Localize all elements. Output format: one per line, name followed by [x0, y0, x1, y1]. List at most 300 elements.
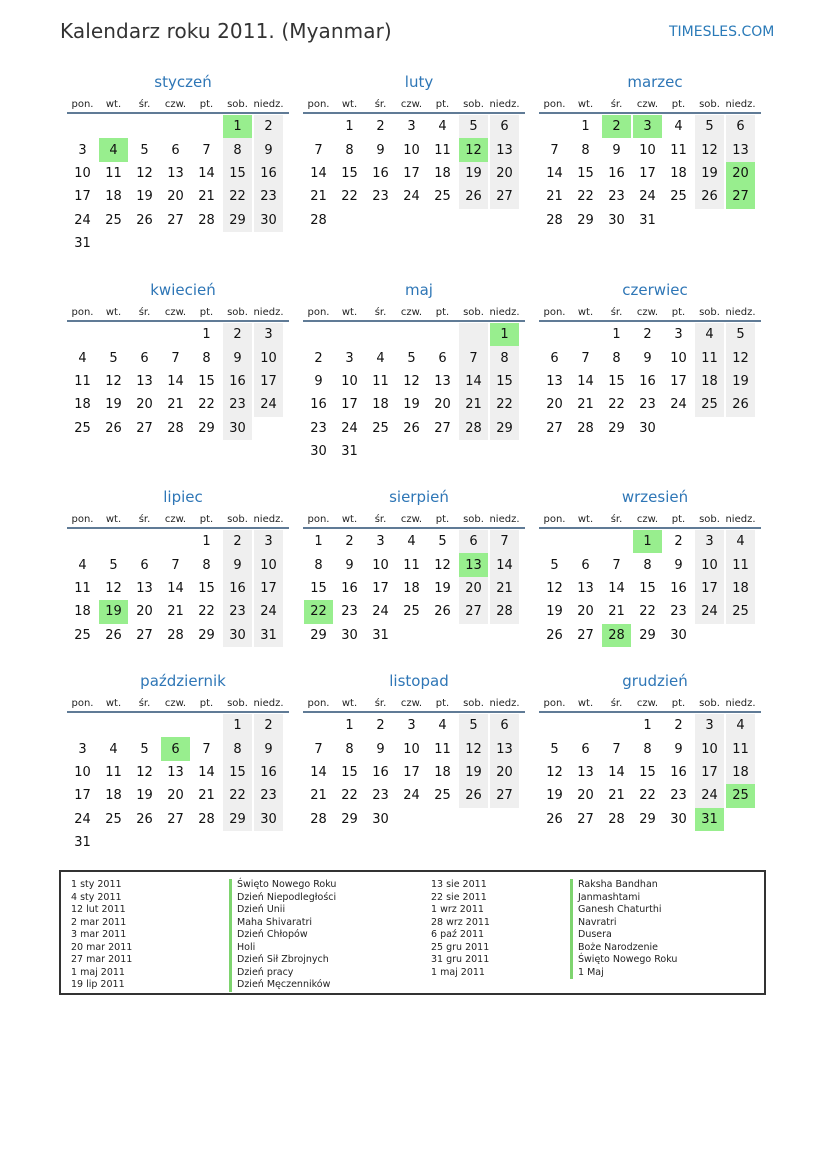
holiday-date: 31 gru 2011: [431, 954, 490, 965]
day-cell: 9: [254, 737, 283, 760]
day-cell: 18: [372, 397, 389, 413]
empty-cell: [540, 115, 569, 138]
weekday-label: śr.: [138, 307, 151, 318]
month-5: [303, 280, 525, 463]
day-cell: 10: [403, 142, 420, 158]
day-cell: 14: [608, 580, 625, 596]
day-cell: 17: [670, 373, 687, 389]
holiday-day-cell: 25: [726, 784, 755, 807]
day-cell: 13: [546, 373, 563, 389]
holiday-dates-col-1: [71, 879, 132, 992]
empty-cell: [571, 530, 600, 553]
weekday-label: wt.: [105, 514, 122, 525]
page-title: Kalendarz roku 2011. (Myanmar): [60, 19, 392, 43]
weekday-label: sob.: [227, 99, 248, 110]
day-cell: 28: [310, 811, 327, 827]
day-cell: 25: [372, 420, 389, 436]
month-7: [67, 487, 289, 647]
empty-cell: [304, 714, 333, 737]
day-cell: 29: [577, 212, 594, 228]
day-cell: 21: [490, 577, 519, 600]
day-cell: 19: [546, 604, 563, 620]
day-cell: 9: [674, 741, 683, 757]
day-cell: 11: [434, 142, 451, 158]
day-cell: 27: [577, 811, 594, 827]
weekday-label: sob.: [463, 307, 484, 318]
day-cell: 25: [105, 811, 122, 827]
day-cell: 30: [608, 212, 625, 228]
day-cell: 10: [254, 553, 283, 576]
day-cell: 18: [434, 764, 451, 780]
day-cell: 1: [202, 534, 211, 550]
day-cell: 29: [639, 627, 656, 643]
holiday-date: 20 mar 2011: [71, 941, 133, 953]
day-cell: 23: [341, 604, 358, 620]
holiday-date: 27 mar 2011: [71, 954, 133, 965]
day-cell: 25: [403, 604, 420, 620]
day-cell: 10: [74, 764, 91, 780]
day-cell: 29: [223, 209, 252, 232]
day-cell: 20: [577, 788, 594, 804]
holiday-day-cell: 3: [633, 115, 662, 138]
day-cell: 11: [670, 142, 687, 158]
day-cell: 31: [639, 212, 656, 228]
day-cell: 3: [78, 741, 87, 757]
weekday-label: śr.: [610, 307, 623, 318]
holiday-day-cell: 19: [99, 600, 128, 623]
day-cell: 6: [171, 142, 180, 158]
day-cell: 16: [670, 580, 687, 596]
day-cell: 8: [345, 741, 354, 757]
day-cell: 6: [140, 557, 149, 573]
day-cell: 25: [434, 189, 451, 205]
weekday-label: sob.: [463, 99, 484, 110]
day-cell: 11: [726, 737, 755, 760]
day-cell: 1: [643, 718, 652, 734]
day-cell: 6: [140, 350, 149, 366]
day-cell: 28: [198, 811, 215, 827]
day-cell: 20: [546, 397, 563, 413]
day-cell: 2: [643, 327, 652, 343]
weekday-label: sob.: [699, 99, 720, 110]
weekday-label: wt.: [105, 698, 122, 709]
weekday-header: [303, 696, 525, 713]
day-cell: 22: [639, 788, 656, 804]
weekday-label: wt.: [341, 698, 358, 709]
holiday-day-cell: 4: [99, 138, 128, 161]
empty-cell: [161, 714, 190, 737]
month-name: kwiecień: [150, 281, 216, 299]
day-cell: 26: [459, 784, 488, 807]
month-name: styczeń: [154, 73, 212, 91]
day-cell: 22: [198, 604, 215, 620]
day-cell: 30: [254, 808, 283, 831]
month-name: lipiec: [163, 488, 203, 506]
day-cell: 12: [546, 764, 563, 780]
day-cell: 12: [105, 373, 122, 389]
weekday-label: pt.: [671, 99, 686, 110]
day-cell: 12: [136, 764, 153, 780]
day-cell: 24: [341, 420, 358, 436]
day-cell: 5: [140, 142, 149, 158]
day-cell: 20: [577, 604, 594, 620]
day-cell: 21: [608, 788, 625, 804]
day-cell: 21: [167, 397, 184, 413]
day-cell: 8: [345, 142, 354, 158]
day-cell: 2: [314, 350, 323, 366]
weekday-label: pt.: [671, 698, 686, 709]
day-cell: 16: [372, 165, 389, 181]
empty-cell: [540, 530, 569, 553]
day-cell: 4: [438, 718, 447, 734]
day-cell: 19: [695, 162, 724, 185]
day-cell: 18: [105, 189, 122, 205]
day-cell: 20: [490, 162, 519, 185]
day-cell: 11: [434, 741, 451, 757]
day-cell: 16: [223, 370, 252, 393]
day-cell: 2: [223, 530, 252, 553]
day-cell: 16: [608, 165, 625, 181]
day-grid: [539, 323, 761, 440]
day-cell: 24: [695, 600, 724, 623]
day-cell: 10: [341, 373, 358, 389]
empty-cell: [161, 323, 190, 346]
empty-cell: [304, 115, 333, 138]
day-grid: [303, 530, 525, 647]
day-cell: 6: [490, 115, 519, 138]
weekday-label: pt.: [199, 514, 214, 525]
day-cell: 24: [254, 600, 283, 623]
holiday-date: 1 sty 2011: [71, 879, 122, 890]
day-cell: 8: [202, 350, 211, 366]
holiday-name: Raksha Bandhan: [570, 879, 677, 892]
day-cell: 7: [202, 741, 211, 757]
month-name: wrzesień: [621, 488, 689, 506]
day-cell: 19: [546, 788, 563, 804]
day-cell: 13: [577, 764, 594, 780]
month-12: [539, 671, 761, 831]
day-cell: 27: [459, 600, 488, 623]
day-cell: 19: [726, 370, 755, 393]
month-name: marzec: [627, 73, 683, 91]
day-cell: 5: [109, 350, 118, 366]
day-cell: 18: [670, 165, 687, 181]
day-cell: 24: [372, 604, 389, 620]
day-cell: 14: [198, 764, 215, 780]
day-cell: 8: [223, 737, 252, 760]
day-cell: 23: [372, 788, 389, 804]
day-cell: 5: [550, 557, 559, 573]
day-cell: 30: [254, 209, 283, 232]
day-cell: 29: [608, 420, 625, 436]
weekday-label: czw.: [164, 307, 187, 318]
holiday-date: 1 maj 2011: [71, 966, 125, 978]
day-grid: [539, 530, 761, 647]
weekday-label: pon.: [543, 307, 566, 318]
day-cell: 18: [74, 604, 91, 620]
month-11: [303, 671, 525, 831]
empty-cell: [99, 714, 128, 737]
day-cell: 6: [459, 530, 488, 553]
day-grid: [67, 714, 289, 854]
day-cell: 13: [577, 580, 594, 596]
day-cell: 3: [78, 142, 87, 158]
weekday-label: pt.: [671, 307, 686, 318]
day-cell: 10: [639, 142, 656, 158]
day-cell: 7: [171, 557, 180, 573]
month-2: [303, 72, 525, 232]
weekday-label: pon.: [543, 698, 566, 709]
day-cell: 14: [459, 370, 488, 393]
day-cell: 17: [372, 580, 389, 596]
weekday-label: czw.: [164, 99, 187, 110]
day-cell: 9: [376, 142, 385, 158]
day-cell: 17: [254, 370, 283, 393]
holiday-date: 4 sty 2011: [71, 891, 122, 903]
day-cell: 13: [136, 373, 153, 389]
day-cell: 5: [459, 115, 488, 138]
brand-link[interactable]: TIMESLES.COM: [669, 24, 775, 40]
month-8: [303, 487, 525, 647]
empty-cell: [161, 115, 190, 138]
day-cell: 2: [674, 534, 683, 550]
day-cell: 29: [198, 627, 215, 643]
weekday-label: czw.: [164, 698, 187, 709]
day-cell: 9: [223, 346, 252, 369]
day-cell: 27: [167, 811, 184, 827]
weekday-label: śr.: [374, 307, 387, 318]
day-cell: 11: [74, 373, 91, 389]
weekday-label: sob.: [227, 514, 248, 525]
weekday-label: śr.: [610, 99, 623, 110]
weekday-label: wt.: [341, 99, 358, 110]
holiday-day-cell: 6: [161, 737, 190, 760]
day-cell: 15: [223, 761, 252, 784]
day-cell: 21: [310, 788, 327, 804]
day-cell: 6: [581, 741, 590, 757]
day-cell: 29: [223, 808, 252, 831]
day-grid: [539, 115, 761, 232]
day-cell: 26: [136, 212, 153, 228]
day-cell: 13: [490, 138, 519, 161]
day-cell: 30: [670, 811, 687, 827]
day-cell: 4: [695, 323, 724, 346]
day-cell: 14: [167, 373, 184, 389]
weekday-label: pt.: [671, 514, 686, 525]
day-cell: 28: [459, 417, 488, 440]
day-cell: 22: [223, 185, 252, 208]
day-cell: 8: [314, 557, 323, 573]
day-cell: 21: [198, 788, 215, 804]
day-cell: 17: [403, 165, 420, 181]
day-cell: 13: [434, 373, 451, 389]
day-cell: 25: [74, 420, 91, 436]
day-cell: 28: [167, 627, 184, 643]
holiday-date: 6 paź 2011: [431, 929, 485, 940]
day-cell: 20: [490, 761, 519, 784]
month-name: luty: [404, 73, 434, 91]
day-cell: 8: [643, 557, 652, 573]
day-cell: 16: [372, 764, 389, 780]
day-cell: 6: [490, 714, 519, 737]
day-cell: 25: [434, 788, 451, 804]
weekday-label: czw.: [636, 514, 659, 525]
month-1: [67, 72, 289, 255]
weekday-label: wt.: [577, 307, 594, 318]
day-cell: 19: [136, 189, 153, 205]
day-cell: 15: [577, 165, 594, 181]
day-cell: 9: [612, 142, 621, 158]
month-name: maj: [405, 281, 433, 299]
weekday-header: [67, 97, 289, 114]
empty-cell: [130, 714, 159, 737]
day-cell: 11: [403, 557, 420, 573]
holiday-name: Boże Narodzenie: [570, 942, 677, 955]
weekday-label: pon.: [543, 99, 566, 110]
weekday-label: niedz.: [725, 99, 756, 110]
day-cell: 17: [639, 165, 656, 181]
empty-cell: [540, 323, 569, 346]
day-cell: 23: [254, 784, 283, 807]
day-cell: 25: [74, 627, 91, 643]
weekday-label: wt.: [341, 307, 358, 318]
empty-cell: [571, 714, 600, 737]
day-cell: 29: [341, 811, 358, 827]
day-cell: 17: [254, 577, 283, 600]
month-4: [67, 280, 289, 440]
day-cell: 1: [223, 714, 252, 737]
weekday-label: sob.: [699, 514, 720, 525]
weekday-label: śr.: [374, 99, 387, 110]
month-6: [539, 280, 761, 440]
day-cell: 26: [434, 604, 451, 620]
day-cell: 3: [407, 119, 416, 135]
day-cell: 18: [726, 577, 755, 600]
empty-cell: [99, 530, 128, 553]
day-cell: 27: [546, 420, 563, 436]
weekday-label: śr.: [610, 698, 623, 709]
day-cell: 14: [608, 764, 625, 780]
day-cell: 28: [577, 420, 594, 436]
day-cell: 24: [403, 189, 420, 205]
day-cell: 15: [223, 162, 252, 185]
day-cell: 14: [167, 580, 184, 596]
weekday-label: pon.: [71, 99, 94, 110]
weekday-label: sob.: [699, 698, 720, 709]
weekday-label: niedz.: [253, 514, 284, 525]
day-cell: 4: [438, 119, 447, 135]
day-cell: 16: [310, 397, 327, 413]
weekday-label: wt.: [577, 514, 594, 525]
weekday-label: niedz.: [253, 698, 284, 709]
holiday-day-cell: 28: [602, 624, 631, 647]
day-cell: 17: [695, 577, 724, 600]
day-cell: 13: [167, 764, 184, 780]
day-cell: 24: [403, 788, 420, 804]
day-cell: 10: [670, 350, 687, 366]
holiday-name: Dzień Chłopów: [229, 929, 336, 942]
holiday-day-cell: 13: [459, 553, 488, 576]
day-cell: 22: [577, 189, 594, 205]
day-cell: 17: [403, 764, 420, 780]
day-cell: 13: [167, 165, 184, 181]
weekday-label: pon.: [71, 307, 94, 318]
weekday-label: czw.: [164, 514, 187, 525]
weekday-label: wt.: [577, 698, 594, 709]
day-cell: 9: [674, 557, 683, 573]
day-cell: 4: [726, 530, 755, 553]
empty-cell: [192, 115, 221, 138]
day-cell: 28: [198, 212, 215, 228]
day-cell: 15: [639, 764, 656, 780]
day-cell: 22: [198, 397, 215, 413]
day-cell: 25: [726, 600, 755, 623]
weekday-label: pt.: [435, 514, 450, 525]
weekday-label: pon.: [307, 307, 330, 318]
day-cell: 11: [695, 346, 724, 369]
day-cell: 29: [490, 417, 519, 440]
day-cell: 7: [314, 142, 323, 158]
day-cell: 4: [376, 350, 385, 366]
day-cell: 8: [581, 142, 590, 158]
day-cell: 16: [670, 764, 687, 780]
day-cell: 19: [434, 580, 451, 596]
day-cell: 30: [341, 627, 358, 643]
day-cell: 30: [223, 417, 252, 440]
day-cell: 7: [612, 741, 621, 757]
day-cell: 12: [695, 138, 724, 161]
weekday-header: [303, 512, 525, 529]
weekday-label: śr.: [138, 698, 151, 709]
weekday-header: [539, 512, 761, 529]
day-cell: 5: [407, 350, 416, 366]
day-cell: 1: [345, 119, 354, 135]
holiday-day-cell: 20: [726, 162, 755, 185]
weekday-label: czw.: [636, 99, 659, 110]
day-cell: 7: [612, 557, 621, 573]
day-cell: 11: [105, 764, 122, 780]
empty-cell: [99, 323, 128, 346]
holiday-name: 1 Maj: [570, 967, 677, 980]
day-cell: 4: [674, 119, 683, 135]
day-grid: [539, 714, 761, 831]
weekday-label: wt.: [341, 514, 358, 525]
day-cell: 18: [726, 761, 755, 784]
month-3: [539, 72, 761, 232]
day-cell: 25: [670, 189, 687, 205]
weekday-header: [539, 696, 761, 713]
day-cell: 30: [372, 811, 389, 827]
day-cell: 15: [198, 580, 215, 596]
day-cell: 21: [546, 189, 563, 205]
empty-cell: [571, 323, 600, 346]
day-cell: 11: [74, 580, 91, 596]
empty-cell: [540, 714, 569, 737]
weekday-label: czw.: [400, 307, 423, 318]
day-cell: 8: [223, 138, 252, 161]
day-cell: 12: [105, 580, 122, 596]
holiday-name: Święto Nowego Roku: [570, 954, 677, 967]
holiday-name: Dzień Niepodległości: [229, 892, 336, 905]
day-cell: 6: [438, 350, 447, 366]
holiday-date: 2 mar 2011: [71, 916, 127, 928]
day-cell: 22: [341, 189, 358, 205]
day-cell: 4: [78, 557, 87, 573]
day-cell: 28: [167, 420, 184, 436]
day-cell: 26: [695, 185, 724, 208]
day-cell: 4: [407, 534, 416, 550]
weekday-label: niedz.: [489, 514, 520, 525]
